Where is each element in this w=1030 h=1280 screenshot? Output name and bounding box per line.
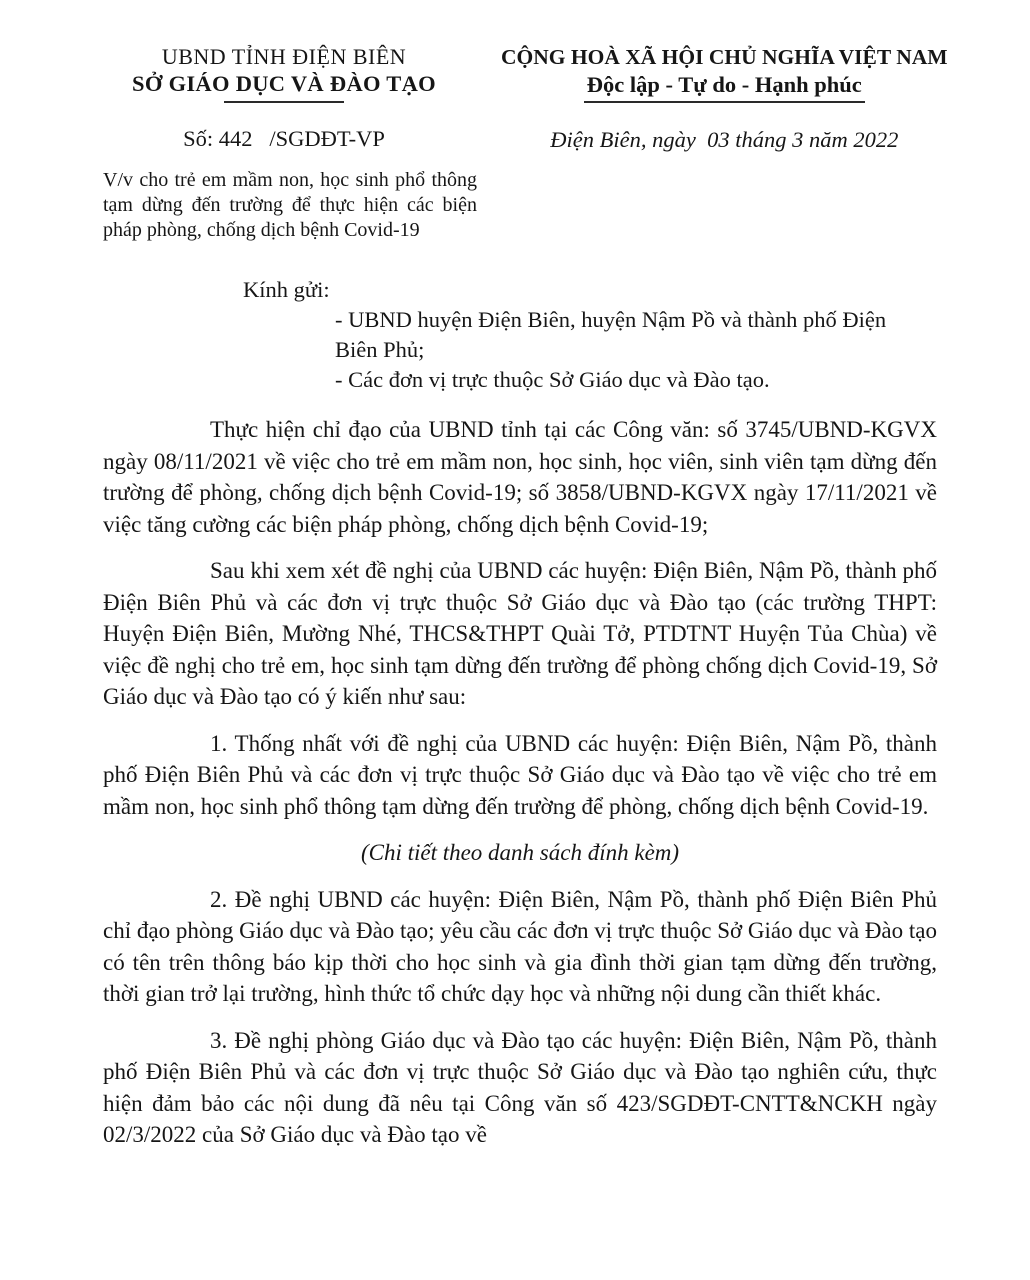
- agency-underline: [224, 101, 344, 103]
- body-paragraph-point-3: 3. Đề nghị phòng Giáo dục và Đào tạo các huyện: Điện Biên, Nậm Pồ, thành phố Điện Biên Phủ và các đơn vị trực thuộc Sở Giáo dục và Đào tạo nghiên cứu, thực hiện đảm bảo các nội dung đã nêu tại Công văn số 423/SGDĐT-CNTT&NCKH ngày 02/3/2022 của Sở Giáo dục và Đào tạo về: [103, 1027, 937, 1147]
- national-motto: Độc lập - Tự do - Hạnh phúc: [584, 71, 865, 103]
- place-and-date-line: Điện Biên, ngày 03 tháng 3 năm 2022: [550, 127, 899, 152]
- recipient-list: [335, 305, 919, 395]
- body-paragraph-basis-2: Sau khi xem xét đề nghị của UBND các huyện: Điện Biên, Nậm Pồ, thành phố Điện Biên Phủ và các đơn vị trực thuộc Sở Giáo dục và Đào tạo (các trường THPT: Huyện Điện Biên, Mường Nhé, THCS&THPT Quài Tở, PTDTNT Huyện Tủa Chùa) về việc đề nghị cho trẻ em, học sinh tạm dừng đến trường để phòng chống dịch Covid-19, Sở Giáo dục và Đào tạo có ý kiến như sau:: [103, 558, 937, 709]
- document-number: Số: 442 /SGDĐT-VP: [183, 126, 385, 151]
- salutation: Kính gửi:: [243, 277, 330, 302]
- body-paragraph-point-2: 2. Đề nghị UBND các huyện: Điện Biên, Nậm Pồ, thành phố Điện Biên Phủ chỉ đạo phòng Giáo dục và Đào tạo; yêu cầu các đơn vị trực thuộc Sở Giáo dục và Đào tạo có tên trên thông báo kịp thời cho học sinh và gia đình thời gian tạm dừng đến trường, thời gian trở lại trường, hình thức tổ chức dạy học và những nội dung cần thiết khác.: [103, 886, 937, 1006]
- document-body: [103, 414, 937, 1151]
- body-paragraph-basis-1: Thực hiện chỉ đạo của UBND tỉnh tại các Công văn: số 3745/UBND-KGVX ngày 08/11/2021 về việc cho trẻ em mầm non, học sinh, học viên, sinh viên tạm dừng đến trường để phòng, chống dịch bệnh Covid-19; số 3858/UBND-KGVX ngày 17/11/2021 về việc tăng cường các biện pháp phòng, chống dịch bệnh Covid-19;: [103, 417, 937, 537]
- document-header: [103, 44, 948, 243]
- issuing-agency-name: SỞ GIÁO DỤC VÀ ĐÀO TẠO: [132, 71, 436, 96]
- recipient-item: - UBND huyện Điện Biên, huyện Nậm Pồ và thành phố Điện Biên Phủ;: [335, 307, 887, 362]
- recipients-block: [103, 275, 937, 395]
- issuing-agency-block: [103, 44, 477, 243]
- national-title: CỘNG HOÀ XÃ HỘI CHỦ NGHĨA VIỆT NAM: [501, 45, 948, 69]
- body-paragraph-point-1: 1. Thống nhất với đề nghị của UBND các huyện: Điện Biên, Nậm Pồ, thành phố Điện Biên Phủ và các đơn vị trực thuộc Sở Giáo dục và Đào tạo về việc cho trẻ em mầm non, học sinh phổ thông tạm dừng đến trường để phòng, chống dịch bệnh Covid-19.: [103, 730, 937, 819]
- parent-agency-name: UBND TỈNH ĐIỆN BIÊN: [161, 44, 407, 69]
- document-subject: V/v cho trẻ em mầm non, học sinh phổ thông tạm dừng đến trường để thực hiện các biện pháp phòng, chống dịch bệnh Covid-19: [103, 169, 477, 241]
- attachment-note: (Chi tiết theo danh sách đính kèm): [360, 840, 680, 865]
- national-header-block: [465, 44, 948, 155]
- recipient-item: - Các đơn vị trực thuộc Sở Giáo dục và Đào tạo.: [335, 367, 770, 392]
